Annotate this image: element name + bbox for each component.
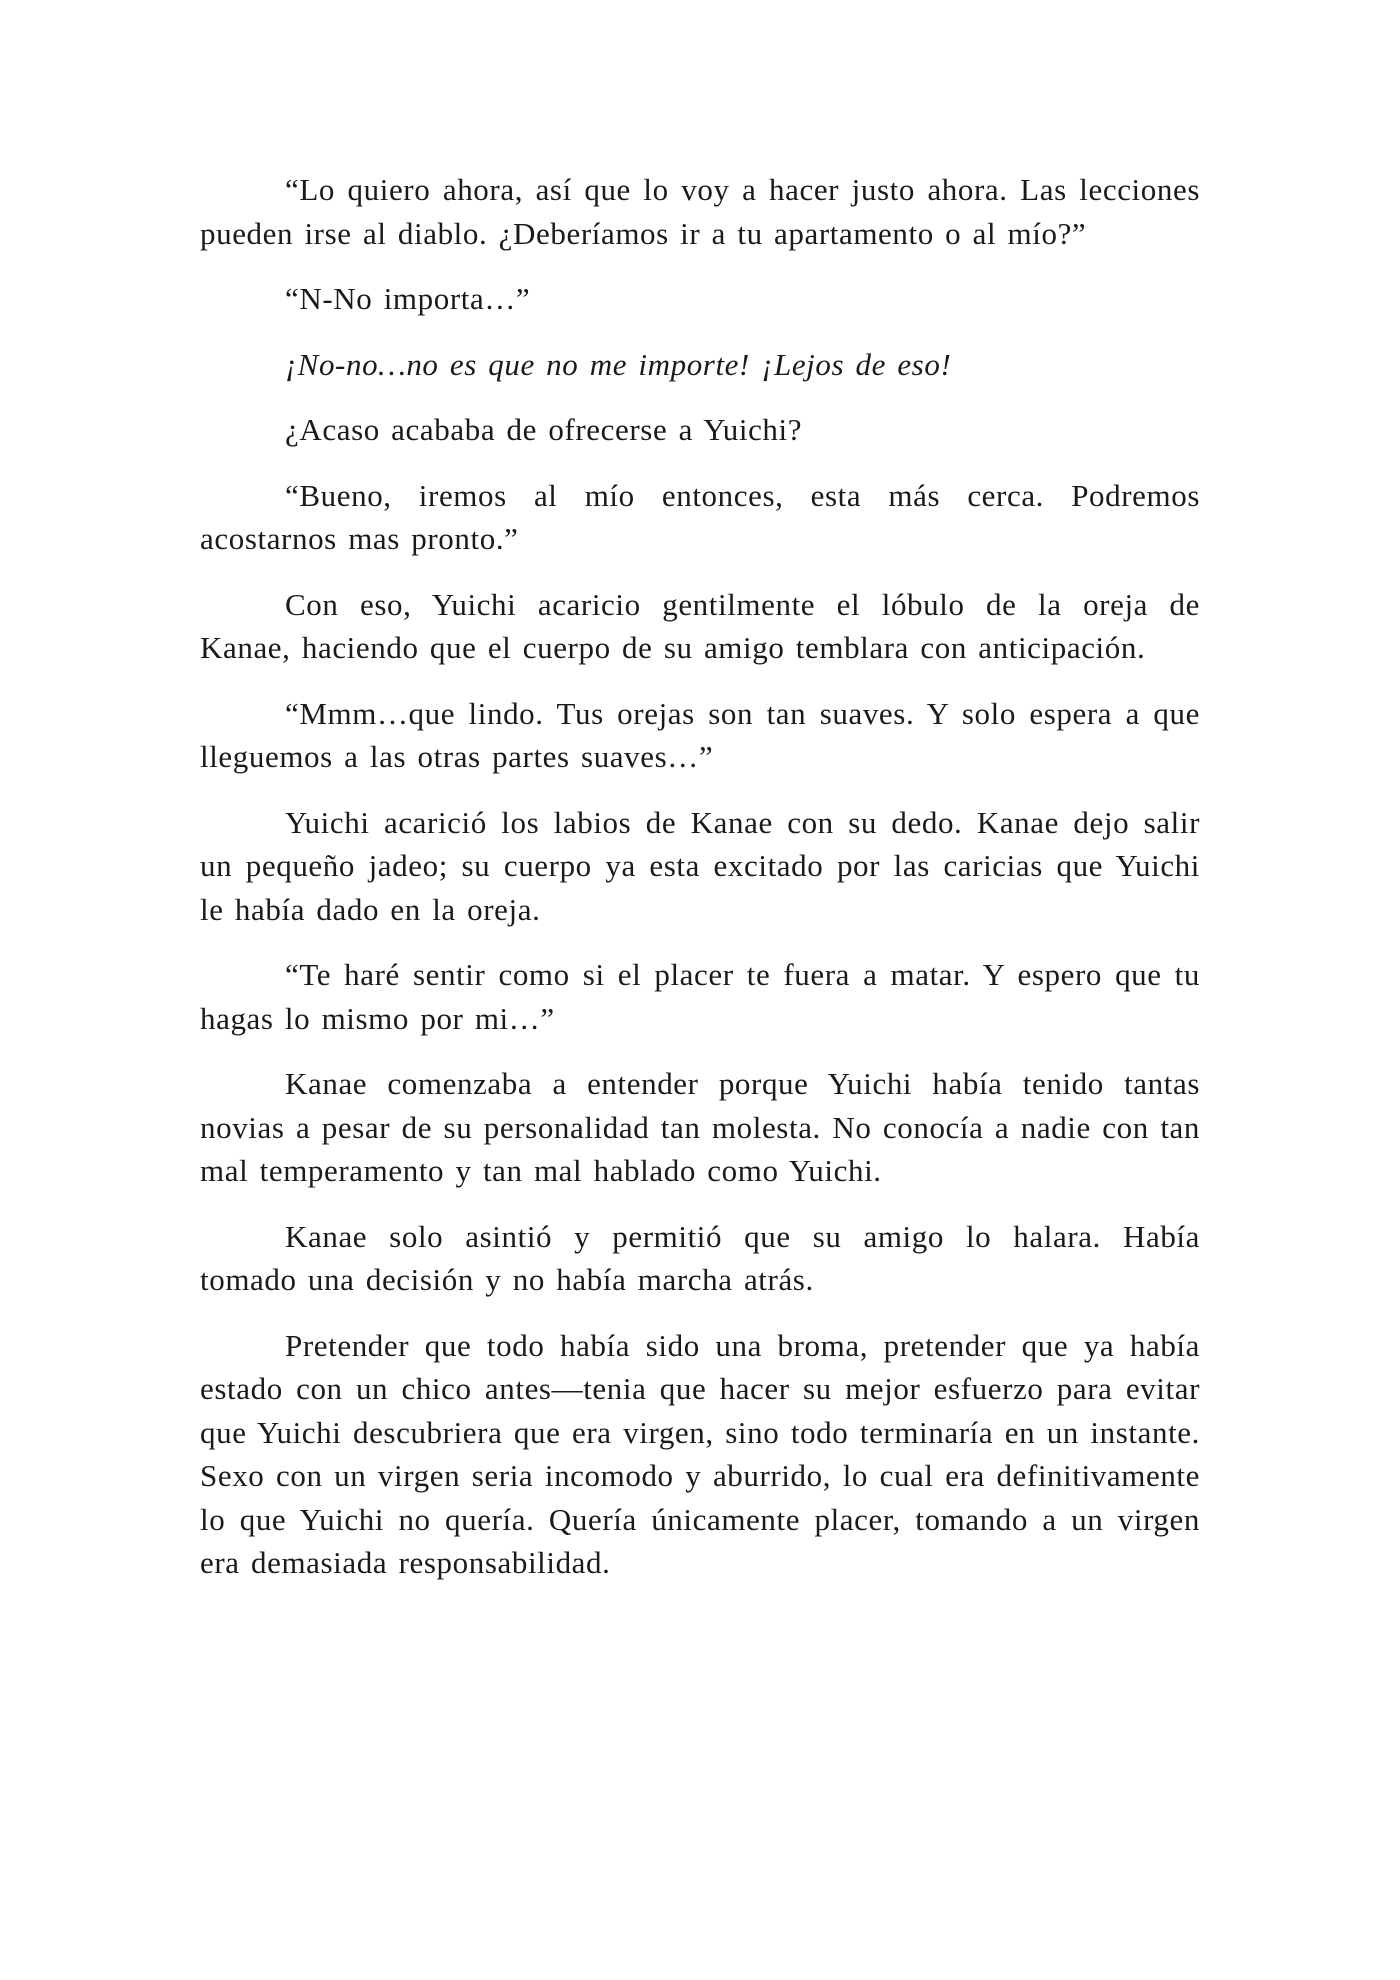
- paragraph-6: Con eso, Yuichi acaricio gentilmente el lóbulo de la oreja de Kanae, haciendo que el cuerpo de su amigo temblara con anticipación.: [200, 586, 1200, 665]
- paragraph-1: “Lo quiero ahora, así que lo voy a hacer justo ahora. Las lecciones pueden irse al diablo. ¿Deberíamos ir a tu apartamento o al mío?”: [200, 172, 1200, 251]
- paragraph-12: Pretender que todo había sido una broma, pretender que ya había estado con un chico antes—tenia que hacer su mejor esfuerzo para evitar que Yuichi descubriera que era virgen, sino todo terminaría en un instante. Sexo con un virgen seria incomodo y aburrido, lo cual era definitivamente lo que Yuichi no quería. Quería únicamente placer, tomando a un virgen era demasiada responsabilidad.: [200, 1327, 1200, 1580]
- paragraph-7: “Mmm…que lindo. Tus orejas son tan suaves. Y solo espera a que lleguemos a las otras partes suaves…”: [200, 695, 1200, 774]
- document-page: [200, 168, 1200, 1607]
- paragraph-11: Kanae solo asintió y permitió que su amigo lo halara. Había tomado una decisión y no había marcha atrás.: [200, 1218, 1200, 1297]
- paragraph-9: “Te haré sentir como si el placer te fuera a matar. Y espero que tu hagas lo mismo por mi…”: [200, 957, 1200, 1036]
- paragraph-3-thought: ¡No-no…no es que no me importe! ¡Lejos de eso!: [285, 346, 952, 382]
- paragraph-10: Kanae comenzaba a entender porque Yuichi había tenido tantas novias a pesar de su personalidad tan molesta. No conocía a nadie con tan mal temperamento y tan mal hablado como Yuichi.: [200, 1066, 1200, 1188]
- paragraph-5: “Bueno, iremos al mío entonces, esta más cerca. Podremos acostarnos mas pronto.”: [200, 477, 1200, 556]
- paragraph-8: Yuichi acarició los labios de Kanae con su dedo. Kanae dejo salir un pequeño jadeo; su cuerpo ya esta excitado por las caricias que Yuichi le había dado en la oreja.: [200, 804, 1200, 927]
- paragraph-4: ¿Acaso acababa de ofrecerse a Yuichi?: [285, 412, 803, 447]
- paragraph-2: “N-No importa…”: [285, 281, 531, 316]
